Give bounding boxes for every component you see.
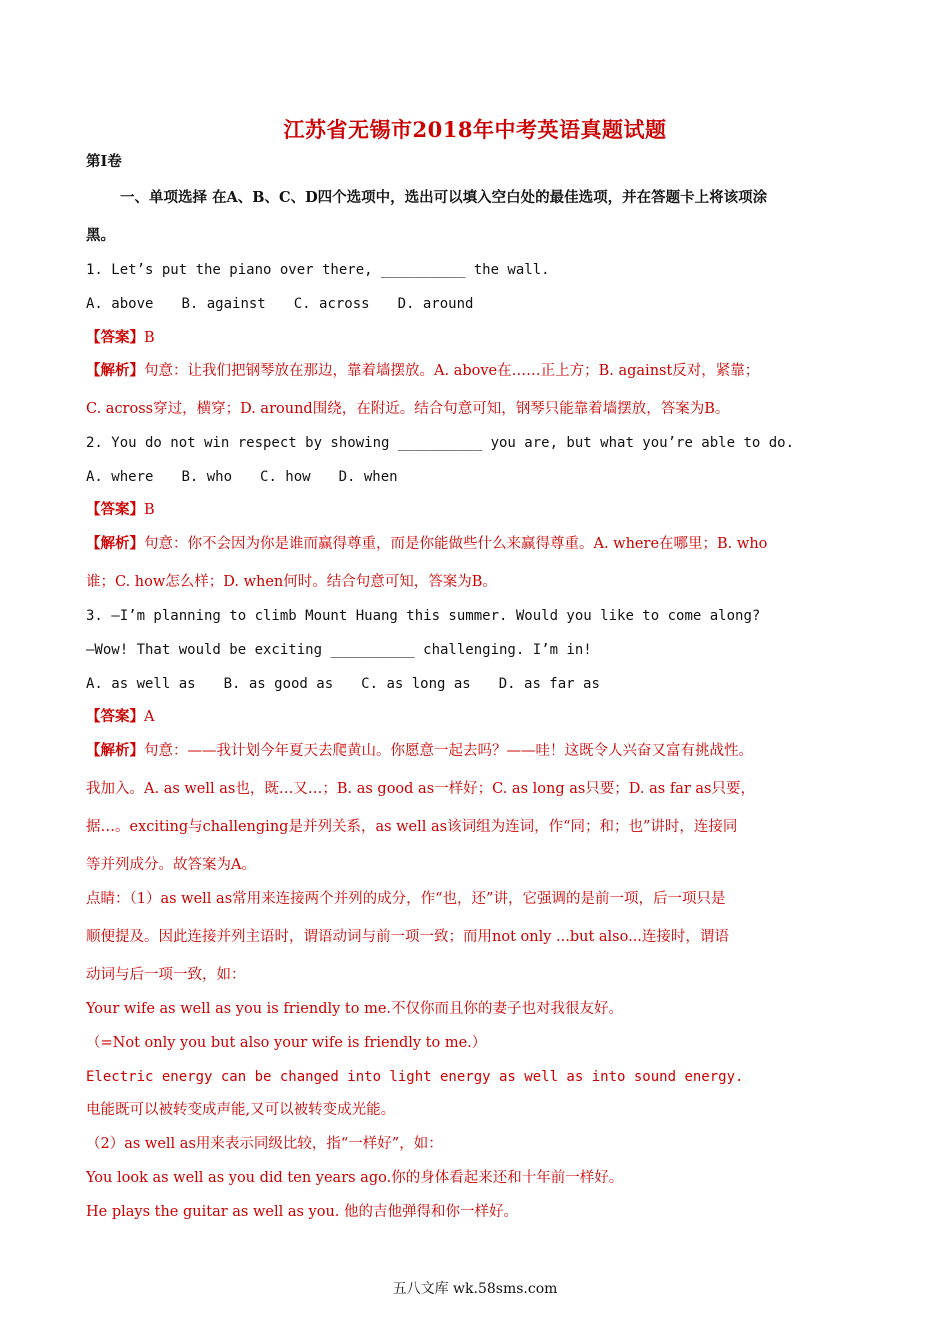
note-line: （=Not only you but also your wife is friendly to me.） <box>86 1035 487 1051</box>
question-3-stem-1: 3. —I’m planning to climb Mount Huang this summer. Would you like to come along? <box>86 608 761 624</box>
question-3-options <box>86 674 628 694</box>
analysis-text: 句意：让我们把钢琴放在那边，靠着墙摆放。A. above在……正上方；B. against反对，紧靠； <box>144 363 760 379</box>
answer-value: A <box>144 709 155 725</box>
question-1-answer <box>86 328 155 348</box>
option-a: A. above <box>86 296 154 312</box>
option-b: B. as good as <box>223 676 334 692</box>
analysis-text: 句意：你不会因为你是谁而赢得尊重，而是你能做些什么来赢得尊重。A. where在哪里；B. who <box>144 536 768 552</box>
answer-tag: 【答案】 <box>86 329 144 346</box>
question-3-analysis-2: 我加入。A. as well as也，既…又…；B. as good as一样好；C. as long as只要；D. as far as只要， <box>86 781 755 797</box>
answer-tag: 【答案】 <box>86 708 144 725</box>
question-3-analysis-3: 据…。exciting与challenging是并列关系，as well as该词组为连词，作“同；和；也”讲时，连接同 <box>86 819 738 835</box>
question-1-analysis-1 <box>86 361 759 381</box>
note-line: You look as well as you did ten years ago.你的身体看起来还和十年前一样好。 <box>86 1170 624 1186</box>
option-a: A. where <box>86 469 154 485</box>
option-a: A. as well as <box>86 676 196 692</box>
question-2-analysis-2: 谁；C. how怎么样；D. when何时。结合句意可知，答案为B。 <box>86 574 497 590</box>
note-line: 动词与后一项一致，如： <box>86 967 246 983</box>
note-line: Electric energy can be changed into light energy as well as into sound energy. <box>86 1069 744 1085</box>
question-1-analysis-2: C. across穿过，横穿；D. around围绕，在附近。结合句意可知，钢琴只能靠着墙摆放，答案为B。 <box>86 401 730 417</box>
question-3-analysis-4: 等并列成分。故答案为A。 <box>86 857 256 873</box>
option-b: B. who <box>181 469 233 485</box>
option-b: B. against <box>181 296 266 312</box>
question-3-stem-2: —Wow! That would be exciting __________ challenging. I’m in! <box>86 642 592 658</box>
answer-tag: 【答案】 <box>86 501 144 518</box>
note-line: He plays the guitar as well as you. 他的吉他弹得和你一样好。 <box>86 1204 519 1220</box>
analysis-tag: 【解析】 <box>86 362 144 379</box>
section-label: 第Ⅰ卷 <box>86 153 122 170</box>
analysis-tag: 【解析】 <box>86 742 144 759</box>
question-3-analysis-1 <box>86 741 753 761</box>
question-1-stem: 1. Let’s put the piano over there, __________ the wall. <box>86 262 550 278</box>
question-1-options <box>86 294 501 314</box>
note-line: Your wife as well as you is friendly to me.不仅你而且你的妻子也对我很友好。 <box>86 1001 624 1017</box>
question-3-answer <box>86 707 154 727</box>
note-line: 点睛：（1）as well as常用来连接两个并列的成分，作“也，还”讲，它强调的是前一项，后一项只是 <box>86 891 726 907</box>
option-d: D. when <box>338 469 398 485</box>
question-2-analysis-1 <box>86 534 767 554</box>
option-c: C. as long as <box>361 676 471 692</box>
option-d: D. around <box>397 296 474 312</box>
page-footer: 五八文库 wk.58sms.com <box>392 1281 558 1297</box>
instruction-line-1: 一、单项选择 在A、B、C、D四个选项中，选出可以填入空白处的最佳选项，并在答题卡上将该项涂 <box>120 189 768 206</box>
question-2-stem: 2. You do not win respect by showing __________ you are, but what you’re able to do. <box>86 435 795 451</box>
document-title: 江苏省无锡市2018年中考英语真题试题 <box>283 117 667 142</box>
note-line: 顺便提及。因此连接并列主语时，谓语动词与前一项一致；而用not only ...but also...连接时，谓语 <box>86 929 729 945</box>
analysis-tag: 【解析】 <box>86 535 144 552</box>
instruction-line-2: 黑。 <box>86 227 115 244</box>
note-line: （2）as well as用来表示同级比较，指“一样好”，如： <box>86 1136 443 1152</box>
option-d: D. as far as <box>498 676 600 692</box>
answer-value: B <box>144 502 155 518</box>
answer-value: B <box>144 330 155 346</box>
note-line: 电能既可以被转变成声能,又可以被转变成光能。 <box>86 1102 396 1118</box>
question-2-answer <box>86 500 155 520</box>
question-2-options <box>86 467 426 487</box>
analysis-text: 句意：——我计划今年夏天去爬黄山。你愿意一起去吗？——哇！这既令人兴奋又富有挑战性。 <box>144 743 753 759</box>
option-c: C. across <box>293 296 370 312</box>
option-c: C. how <box>260 469 311 485</box>
